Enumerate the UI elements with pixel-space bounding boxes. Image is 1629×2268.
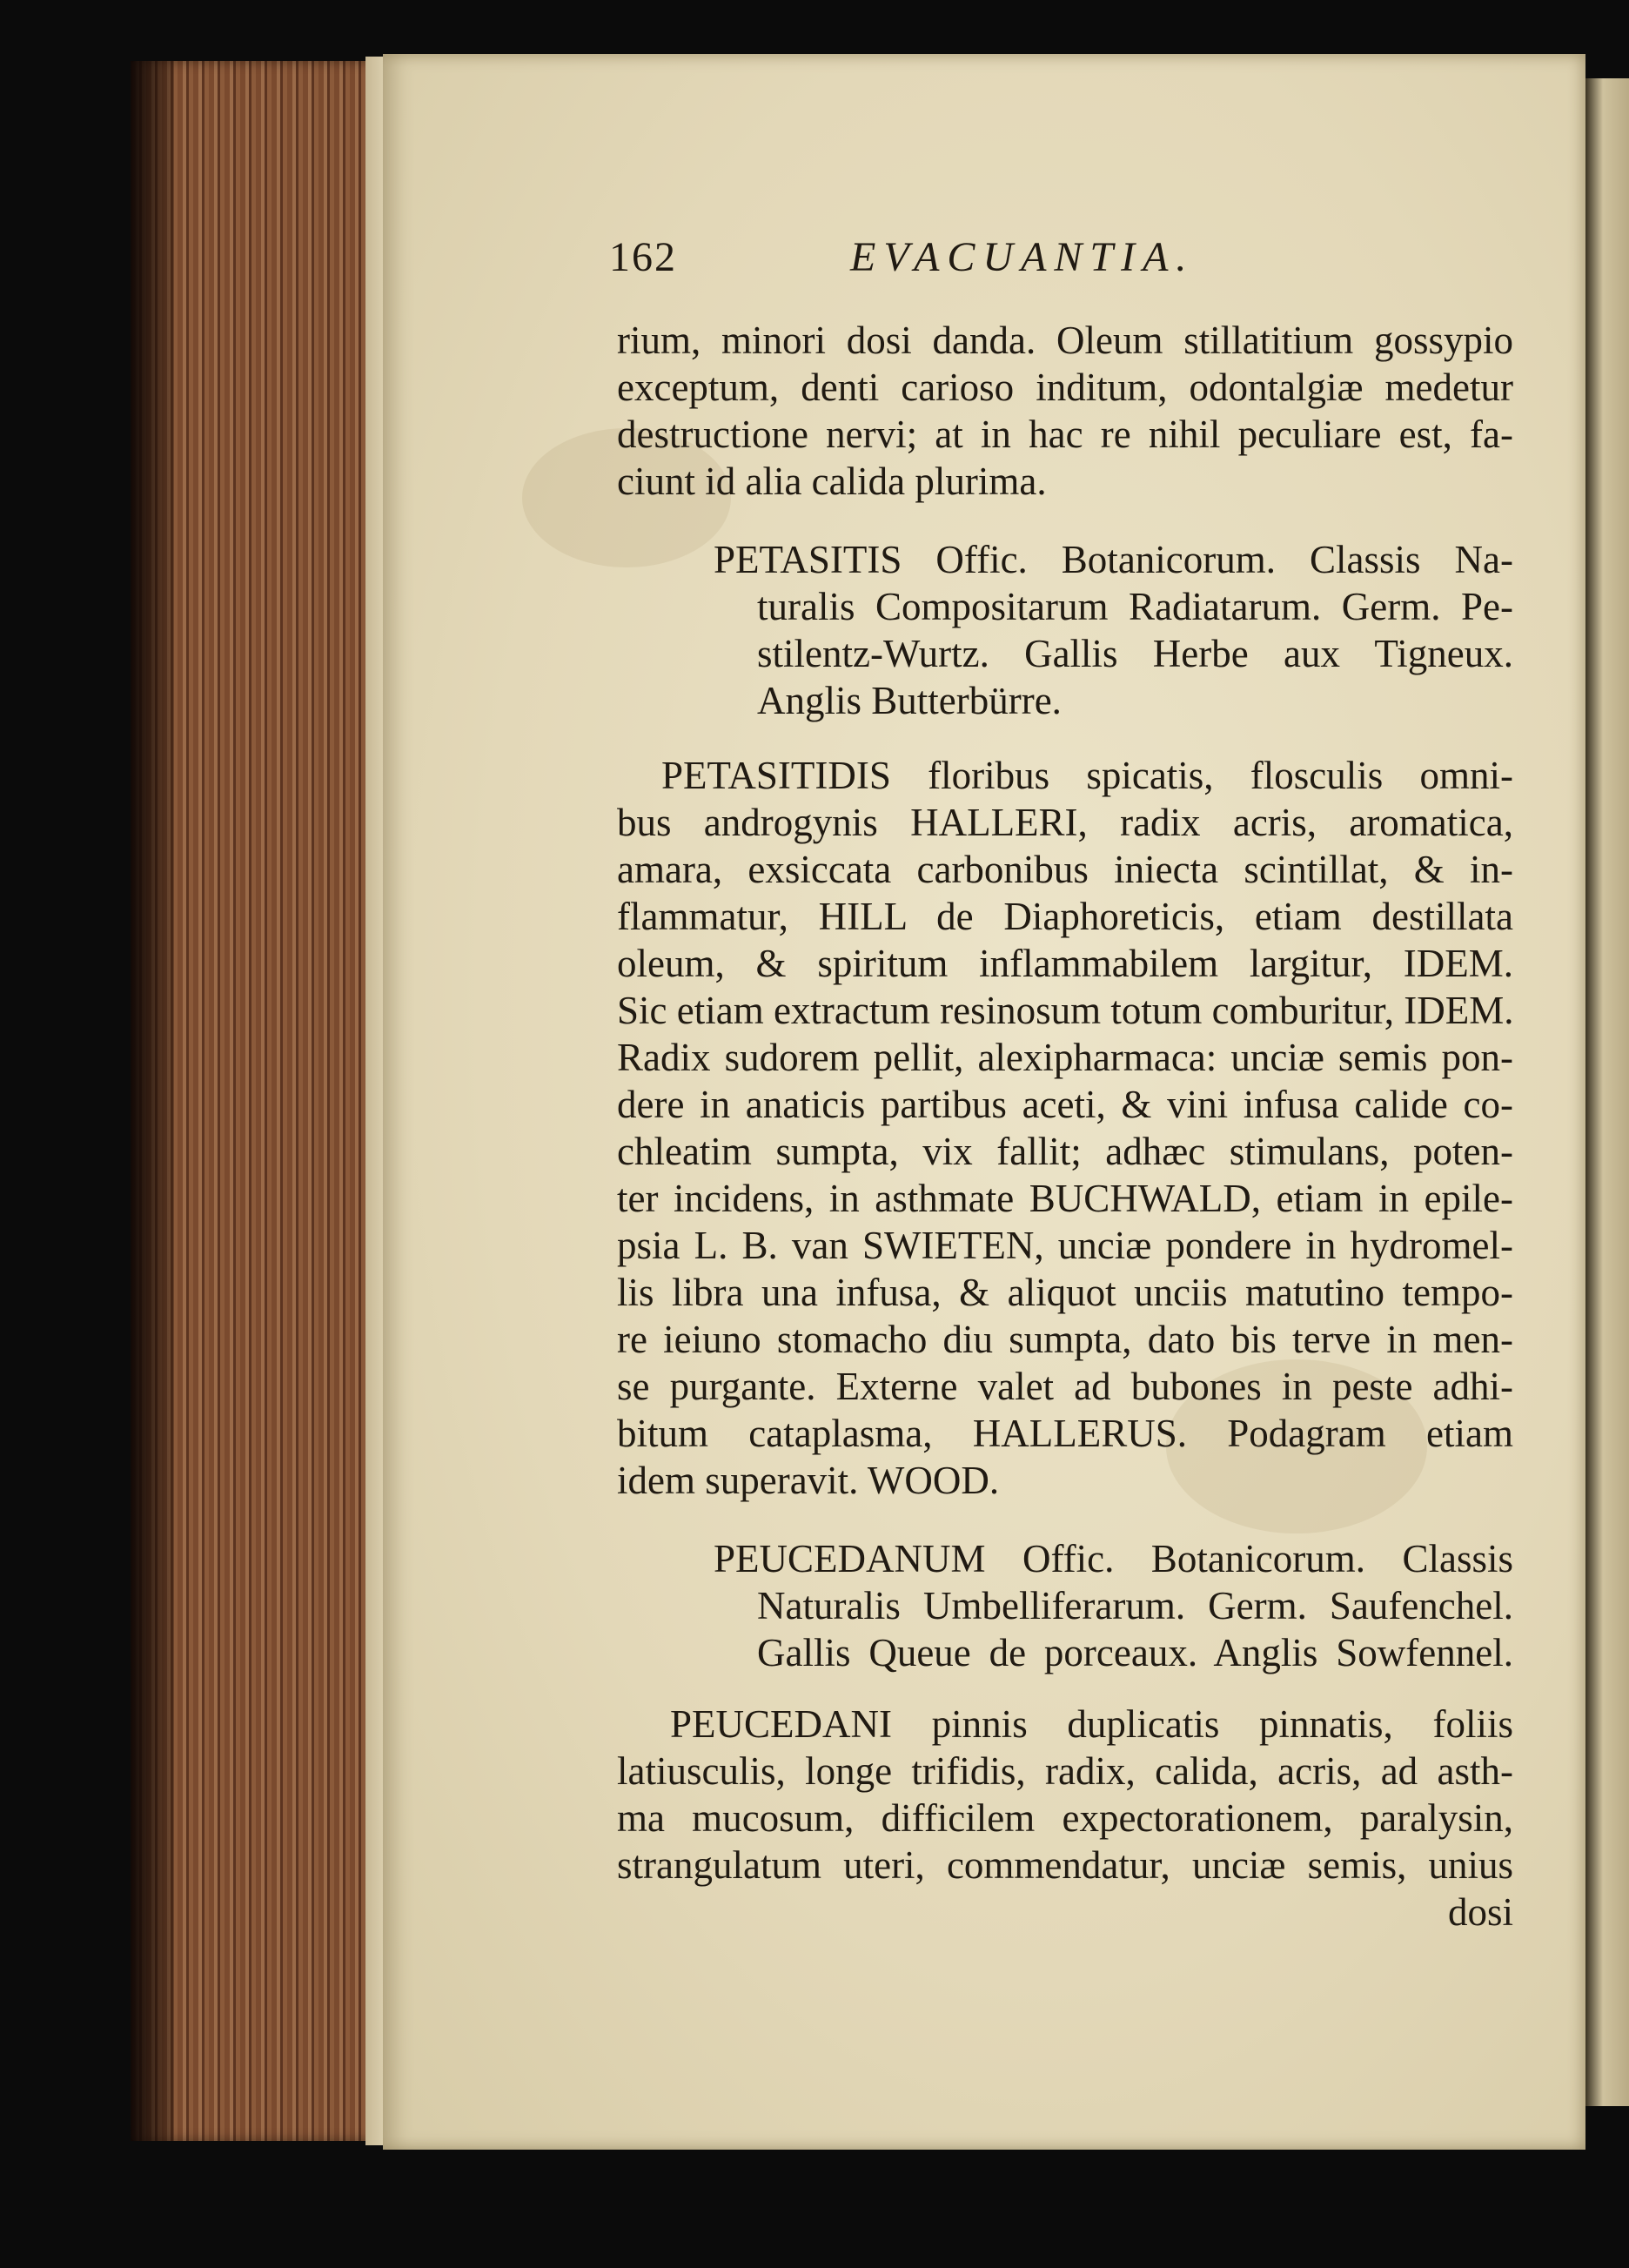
- running-title: EVACUANTIA.: [850, 234, 1195, 280]
- text-line: Gallis Queue de porceaux. Anglis Sowfennel.: [757, 1631, 1513, 1674]
- text-line: ciunt id alia calida plurima.: [617, 460, 1047, 503]
- entry-heading-line: PETASITIDIS floribus spicatis, flosculis omni-: [661, 754, 1513, 797]
- next-page-edge: [1585, 78, 1629, 2106]
- entry-heading-line: PETASITIS Offic. Botanicorum. Classis Na-: [714, 538, 1513, 581]
- text-line: oleum, & spiritum inflammabilem largitur, IDEM.: [617, 942, 1513, 985]
- running-head: [609, 233, 1323, 285]
- text-line: ma mucosum, difficilem expectorationem, paralysin,: [617, 1796, 1513, 1840]
- text-line: Anglis Butterbürre.: [757, 679, 1062, 722]
- text-line: ter incidens, in asthmate BUCHWALD, etiam in epile-: [617, 1177, 1513, 1220]
- text-line: strangulatum uteri, commendatur, unciæ semis, unius: [617, 1843, 1513, 1887]
- text-line: latiusculis, longe trifidis, radix, calida, acris, ad asth-: [617, 1749, 1513, 1793]
- page-number: 162: [609, 234, 677, 280]
- text-line: psia L. B. van SWIETEN, unciæ pondere in hydromel-: [617, 1224, 1513, 1267]
- text-line: lis libra una infusa, & aliquot unciis matutino tempo-: [617, 1271, 1513, 1314]
- text-line: exceptum, denti carioso inditum, odontalgiæ medetur: [617, 366, 1513, 409]
- text-line: turalis Compositarum Radiatarum. Germ. Pe-: [757, 585, 1513, 628]
- text-line: bus androgynis HALLERI, radix acris, aromatica,: [617, 801, 1513, 844]
- text-line: rium, minori dosi danda. Oleum stillatitium gossypio: [617, 319, 1513, 362]
- text-line: amara, exsiccata carbonibus iniecta scintillat, & in-: [617, 848, 1513, 891]
- book-edge-shadow: [131, 61, 174, 2141]
- text-line: flammatur, HILL de Diaphoreticis, etiam destillata: [617, 895, 1513, 938]
- text-line: Naturalis Umbelliferarum. Germ. Saufenchel.: [757, 1584, 1513, 1627]
- entry-heading-line: PEUCEDANUM Offic. Botanicorum. Classis: [714, 1537, 1513, 1580]
- catchword: dosi: [1447, 1890, 1513, 1934]
- text-line: re ieiuno stomacho diu sumpta, dato bis terve in men-: [617, 1318, 1513, 1361]
- text-line: dere in anaticis partibus aceti, & vini infusa calide co-: [617, 1083, 1513, 1126]
- text-line: se purgante. Externe valet ad bubones in peste adhi-: [617, 1365, 1513, 1408]
- entry-heading-line: PEUCEDANI pinnis duplicatis pinnatis, foliis: [670, 1702, 1513, 1746]
- text-line: idem superavit. WOOD.: [617, 1459, 1000, 1502]
- text-line: stilentz-Wurtz. Gallis Herbe aux Tigneux.: [757, 632, 1513, 675]
- text-line: chleatim sumpta, vix fallit; adhæc stimulans, poten-: [617, 1130, 1513, 1173]
- text-line: bitum cataplasma, HALLERUS. Podagram etiam: [617, 1412, 1513, 1455]
- text-line: Sic etiam extractum resinosum totum comburitur, IDEM.: [617, 989, 1514, 1032]
- text-line: Radix sudorem pellit, alexipharmaca: unciæ semis pon-: [617, 1036, 1513, 1079]
- text-line: destructione nervi; at in hac re nihil peculiare est, fa-: [617, 413, 1513, 456]
